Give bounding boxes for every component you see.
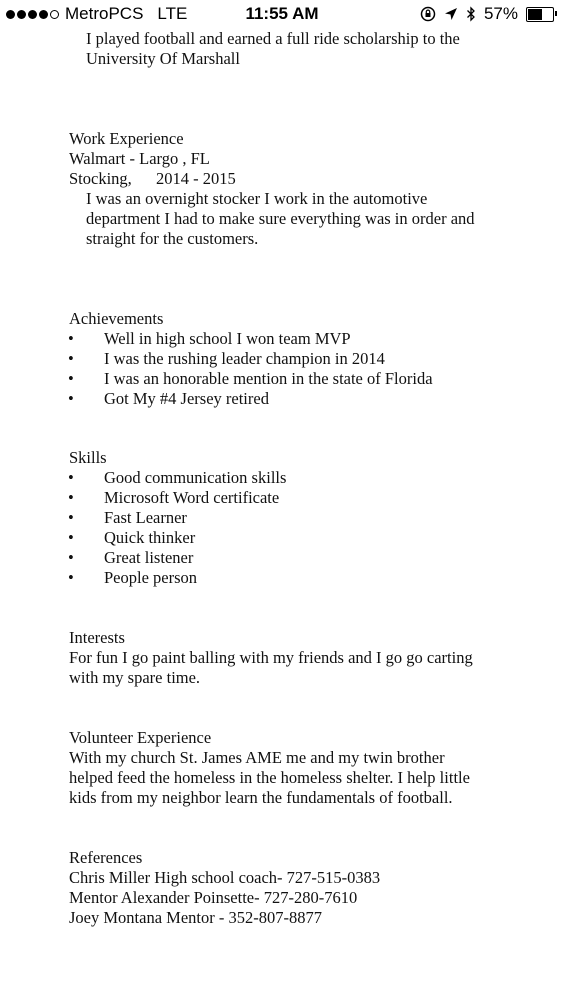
carrier-name: MetroPCS	[65, 4, 144, 23]
volunteer-heading: Volunteer Experience	[69, 728, 212, 747]
work-description-line: straight for the customers.	[86, 229, 259, 248]
location-arrow-icon	[444, 7, 458, 21]
skill-text: Quick thinker	[104, 528, 196, 547]
status-bar	[0, 0, 564, 28]
bullet: •	[68, 369, 74, 388]
network-type: LTE	[157, 4, 188, 23]
interests-line: with my spare time.	[69, 668, 201, 687]
battery-icon	[526, 7, 554, 22]
volunteer-line: kids from my neighbor learn the fundamentals of football.	[69, 788, 453, 807]
skill-text: Microsoft Word certificate	[104, 488, 280, 507]
skills-heading: Skills	[69, 448, 107, 467]
bullet: •	[68, 468, 74, 487]
lock-rotation-icon	[420, 6, 436, 22]
skill-text: People person	[104, 568, 198, 587]
achievement-text: Well in high school I won team MVP	[104, 329, 351, 348]
work-dates: 2014 - 2015	[156, 169, 236, 188]
interests-heading: Interests	[69, 628, 125, 647]
skill-text: Fast Learner	[104, 508, 187, 527]
work-experience-heading: Work Experience	[69, 129, 184, 148]
status-bar-right	[420, 4, 554, 24]
skill-text: Good communication skills	[104, 468, 287, 487]
battery-percent: 57%	[483, 4, 518, 23]
achievement-text: I was an honorable mention in the state of Florida	[104, 369, 433, 388]
work-description-line: I was an overnight stocker I work in the automotive	[86, 189, 428, 208]
work-employer: Walmart - Largo , FL	[69, 149, 210, 168]
bullet: •	[68, 488, 74, 507]
achievements-heading: Achievements	[69, 309, 164, 328]
references-heading: References	[69, 848, 143, 867]
bullet: •	[68, 329, 74, 348]
bullet: •	[68, 508, 74, 527]
skill-text: Great listener	[104, 548, 194, 567]
work-description-line: department I had to make sure everything was in order and	[86, 209, 475, 228]
volunteer-line: With my church St. James AME me and my twin brother	[69, 748, 445, 767]
interests-line: For fun I go paint balling with my friends and I go go carting	[69, 648, 473, 667]
achievement-text: Got My #4 Jersey retired	[104, 389, 269, 408]
bluetooth-icon	[466, 6, 476, 22]
reference-line: Joey Montana Mentor - 352-807-8877	[69, 908, 322, 927]
volunteer-line: helped feed the homeless in the homeless shelter. I help little	[69, 768, 470, 787]
education-line: University Of Marshall	[86, 49, 240, 68]
status-time: 11:55 AM	[245, 4, 319, 23]
achievement-text: I was the rushing leader champion in 2014	[104, 349, 385, 368]
education-line: I played football and earned a full ride scholarship to the	[86, 29, 460, 48]
reference-line: Mentor Alexander Poinsette- 727-280-7610	[69, 888, 358, 907]
battery-level	[528, 9, 542, 20]
work-position: Stocking,	[69, 169, 132, 188]
bullet: •	[68, 568, 74, 587]
bullet: •	[68, 349, 74, 368]
bullet: •	[68, 389, 74, 408]
bullet: •	[68, 528, 74, 547]
bullet: •	[68, 548, 74, 567]
reference-line: Chris Miller High school coach- 727-515-0383	[69, 868, 381, 887]
